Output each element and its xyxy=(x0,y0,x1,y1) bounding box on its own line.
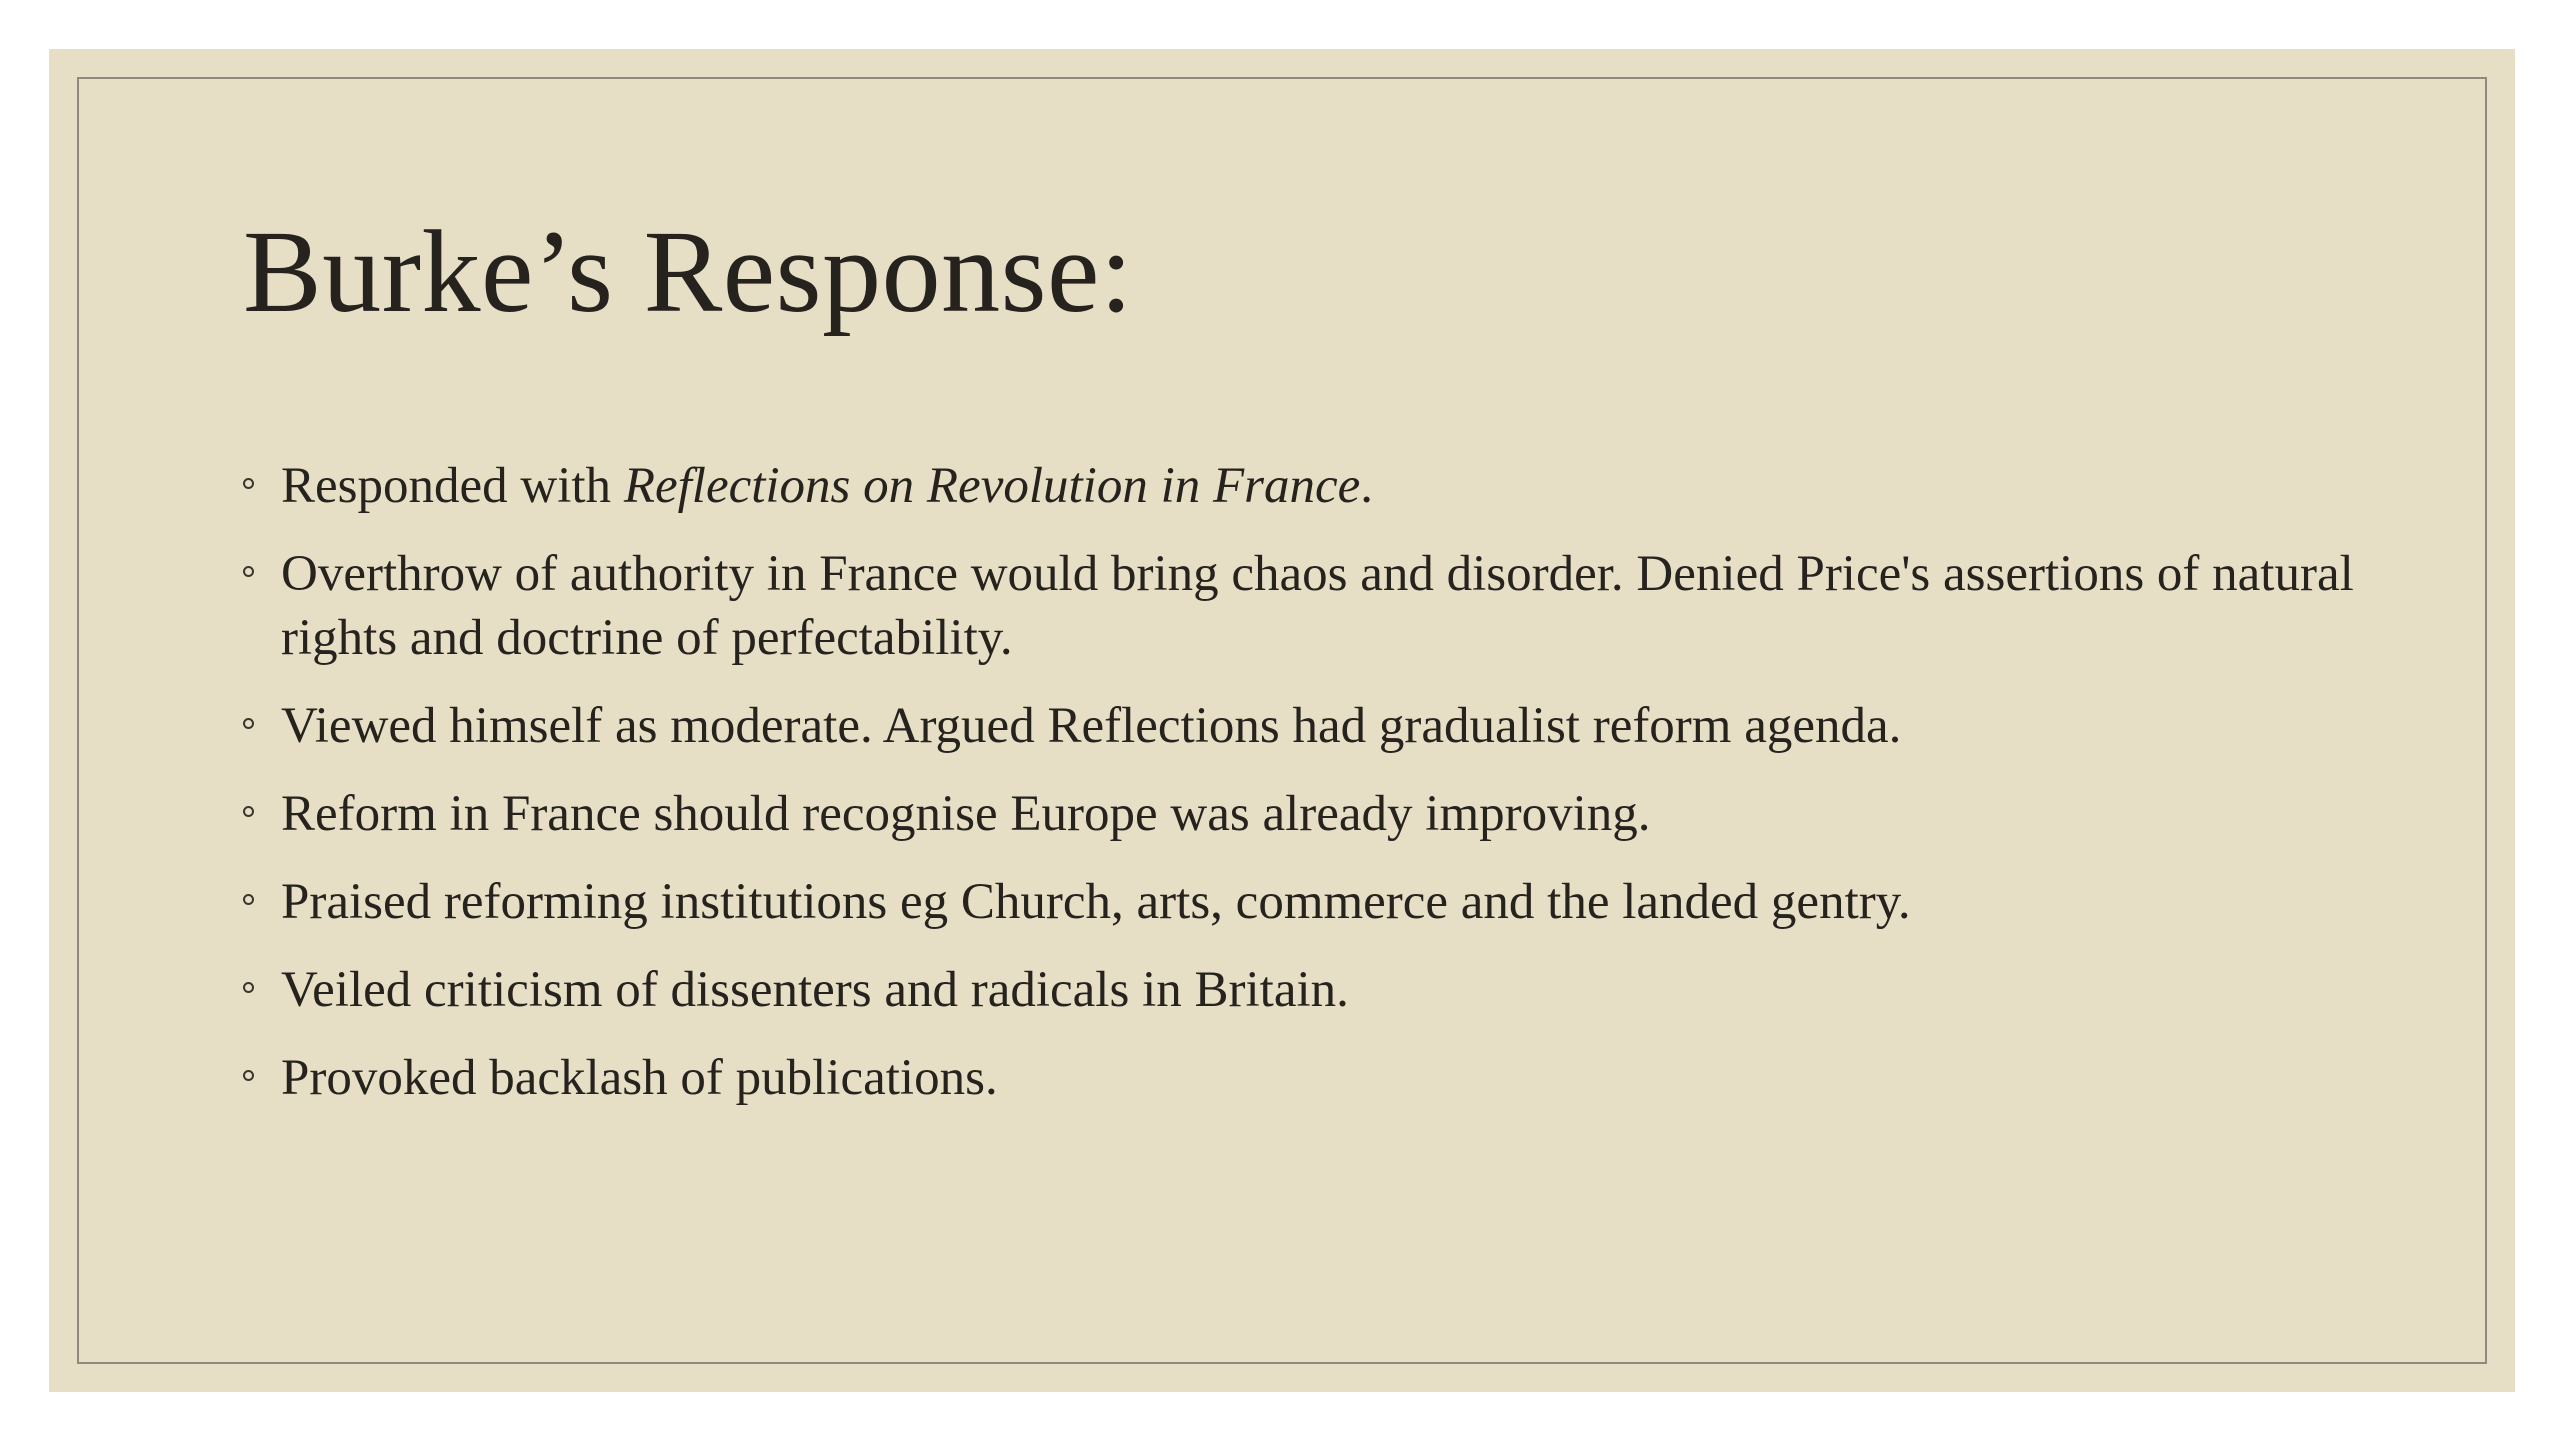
bullet-item xyxy=(243,694,2363,758)
bullet-text-suffix: . xyxy=(1360,458,1374,514)
bullet-circle-icon xyxy=(243,478,254,489)
bullet-item xyxy=(243,870,2363,934)
bullet-list xyxy=(243,454,2363,1134)
slide xyxy=(49,49,2515,1392)
bullet-circle-icon xyxy=(243,982,254,993)
slide-title: Burke’s Response: xyxy=(243,206,1134,337)
bullet-circle-icon xyxy=(243,718,254,729)
bullet-circle-icon xyxy=(243,566,254,577)
bullet-text: Praised reforming institutions eg Church, arts, commerce and the landed gentry. xyxy=(281,874,1911,930)
book-title-italic: Reflections on Revolution in France xyxy=(623,458,1361,514)
bullet-text: Reform in France should recognise Europe was already improving. xyxy=(281,786,1651,842)
bullet-text-prefix: Responded with xyxy=(281,458,624,514)
bullet-circle-icon xyxy=(243,894,254,905)
bullet-item xyxy=(243,782,2363,846)
bullet-circle-icon xyxy=(243,806,254,817)
bullet-text: Veiled criticism of dissenters and radicals in Britain. xyxy=(281,962,1349,1018)
bullet-item xyxy=(243,454,2363,518)
bullet-circle-icon xyxy=(243,1070,254,1081)
bullet-text: Viewed himself as moderate. Argued Reflections had gradualist reform agenda. xyxy=(281,698,1902,754)
bullet-text: Provoked backlash of publications. xyxy=(281,1050,998,1106)
bullet-text: Overthrow of authority in France would bring chaos and disorder. Denied Price's assertions of natural rights and doctrine of perfectability. xyxy=(281,546,2354,666)
bullet-item xyxy=(243,958,2363,1022)
bullet-item xyxy=(243,1046,2363,1110)
bullet-item xyxy=(243,542,2363,670)
